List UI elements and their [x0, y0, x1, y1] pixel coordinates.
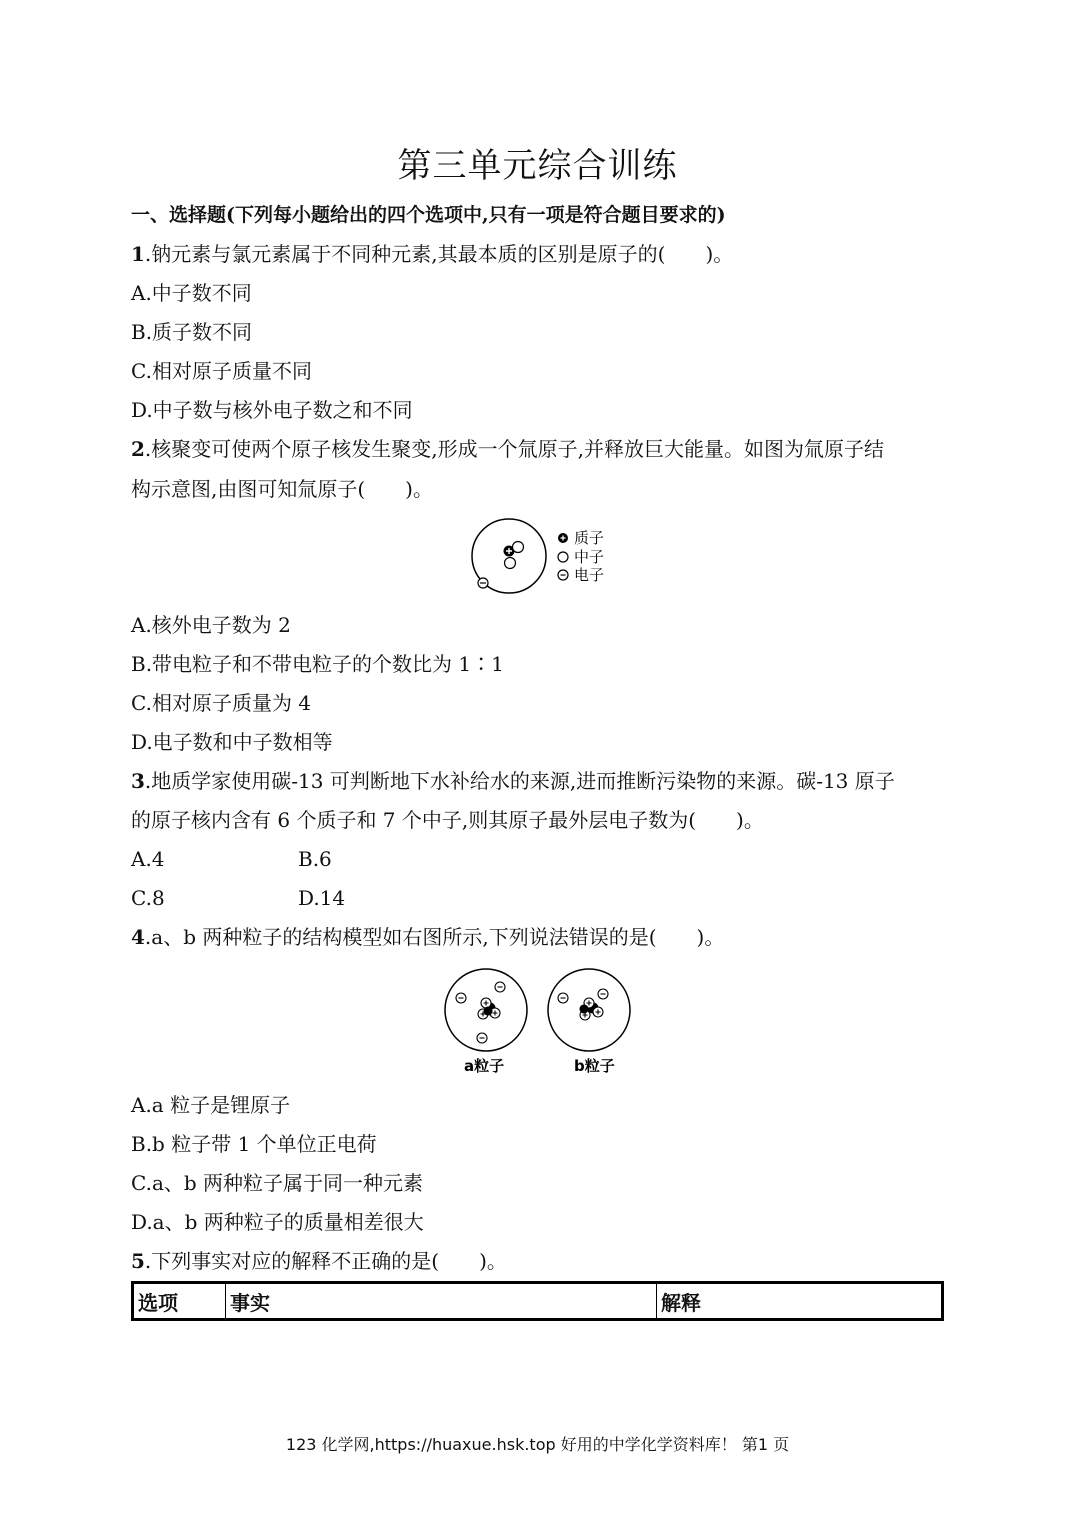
q4-text: .a、b 两种粒子的结构模型如右图所示,下列说法错误的是( )。 — [144, 925, 725, 949]
q2-text-2: 构示意图,由图可知氚原子( )。 — [131, 477, 433, 501]
q1-option-c: C.相对原子质量不同 — [131, 359, 312, 383]
legend-proton-label: 质子 — [574, 529, 605, 547]
q1-option-a: A.中子数不同 — [131, 281, 252, 305]
q1-option-b: B.质子数不同 — [131, 320, 253, 344]
q3-options-row-2 — [131, 885, 531, 911]
q5-header-fact: 事实 — [226, 1283, 657, 1320]
q4-option-d: D.a、b 两种粒子的质量相差很大 — [131, 1210, 424, 1234]
q5-table — [131, 1281, 944, 1321]
q3-text-1: .地质学家使用碳-13 可判断地下水补给水的来源,进而推断污染物的来源。碳-13 原子 — [144, 769, 895, 793]
q2-option-d: D.电子数和中子数相等 — [131, 730, 333, 754]
q1-number: 1 — [131, 242, 145, 266]
section-heading: 一、选择题(下列每小题给出的四个选项中,只有一项是符合题目要求的) — [131, 204, 726, 226]
q2-number: 2 — [131, 437, 145, 461]
q1-option-d: D.中子数与核外电子数之和不同 — [131, 398, 413, 422]
q5-header-option: 选项 — [133, 1283, 226, 1320]
q2-option-b: B.带电粒子和不带电粒子的个数比为 1∶1 — [131, 652, 504, 676]
q1-stem — [131, 241, 733, 267]
q5-text: .下列事实对应的解释不正确的是( )。 — [144, 1249, 507, 1273]
q3-options-row-1 — [131, 846, 531, 872]
legend-neutron-label: 中子 — [574, 548, 605, 566]
q3-option-c: C.8 — [131, 886, 165, 910]
q1-text: .钠元素与氯元素属于不同种元素,其最本质的区别是原子的( )。 — [144, 242, 734, 266]
page-footer: 123 化学网,https://huaxue.hsk.top 好用的中学化学资料库！ 第1 页 — [285, 1435, 790, 1454]
tritium-atom-diagram — [462, 512, 622, 602]
q3-number: 3 — [131, 769, 145, 793]
q2-stem — [131, 436, 884, 462]
q5-header-explanation: 解释 — [657, 1283, 943, 1320]
particle-models-diagram — [440, 965, 640, 1077]
q4-option-a: A.a 粒子是锂原子 — [131, 1093, 291, 1117]
q3-option-d: D.14 — [298, 886, 346, 910]
q3-option-a: A.4 — [131, 847, 165, 871]
q4-stem — [131, 924, 724, 950]
particle-a-label: a粒子 — [464, 1057, 505, 1075]
q4-number: 4 — [131, 925, 145, 949]
particle-b-label: b粒子 — [574, 1057, 615, 1075]
q3-option-b: B.6 — [298, 847, 332, 871]
q5-stem — [131, 1248, 507, 1274]
q4-option-b: B.b 粒子带 1 个单位正电荷 — [131, 1132, 377, 1156]
neutron-icon — [513, 542, 524, 553]
page-title: 第三单元综合训练 — [397, 146, 678, 186]
legend-electron-label: 电子 — [574, 566, 605, 584]
q2-option-a: A.核外电子数为 2 — [131, 613, 291, 637]
q5-number: 5 — [131, 1249, 145, 1273]
q2-text-1: .核聚变可使两个原子核发生聚变,形成一个氚原子,并释放巨大能量。如图为氚原子结 — [144, 437, 884, 461]
q4-option-c: C.a、b 两种粒子属于同一种元素 — [131, 1171, 424, 1195]
legend-neutron-icon — [558, 552, 568, 562]
q2-option-c: C.相对原子质量为 4 — [131, 691, 312, 715]
q3-text-2: 的原子核内含有 6 个质子和 7 个中子,则其原子最外层电子数为( )。 — [131, 808, 764, 832]
neutron-icon — [505, 558, 516, 569]
q5-table-header-row — [133, 1283, 943, 1320]
q3-stem — [131, 768, 895, 794]
